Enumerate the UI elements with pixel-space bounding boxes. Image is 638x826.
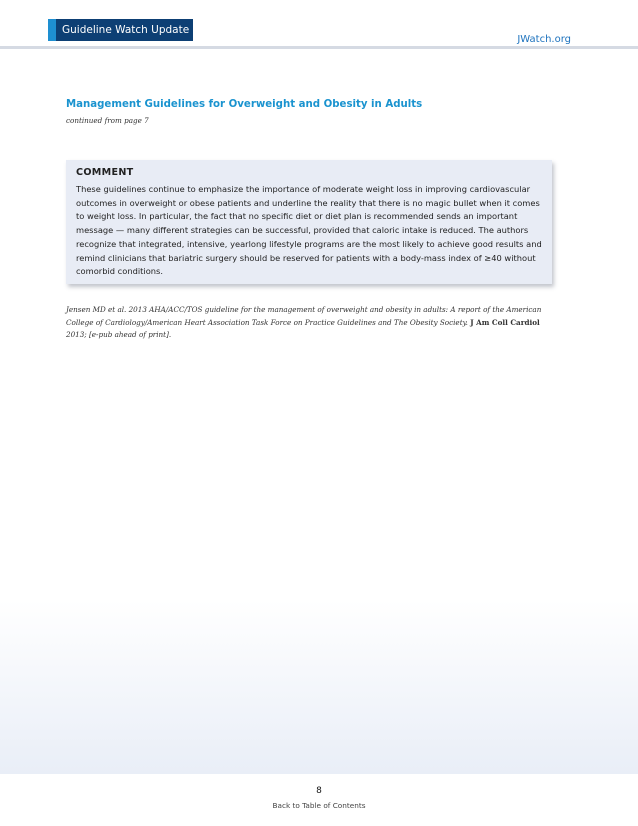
header-accent-bar: [48, 19, 56, 41]
header-divider: [0, 46, 638, 49]
site-link[interactable]: JWatch.org: [517, 34, 571, 45]
section-label: Guideline Watch Update: [62, 24, 190, 36]
page-number: 8: [316, 786, 322, 796]
citation-details: 2013; [e-pub ahead of print].: [66, 330, 172, 339]
citation-text: Jensen MD et al. 2013 AHA/ACC/TOS guideline for the management of overweight and obesity in adults: A report of the American College of Cardiology/American Heart Association Task Force on Practice Guidelines and The Obesity Society.: [66, 305, 542, 327]
page-background-gradient: [0, 600, 638, 774]
comment-body: These guidelines continue to emphasize the importance of moderate weight loss in improving cardiovascular outcomes in overweight or obese patients and underline the reality that there is no magic bullet when it comes to weight loss. In particular, the fact that no specific diet or diet plan is recommended sends an important message — many different strategies can be successful, provided that caloric intake is reduced. The authors recognize that integrated, intensive, yearlong lifestyle programs are the most likely to achieve good results and remind clinicians that bariatric surgery should be reserved for patients with a body-mass index of ≥40 without comorbid conditions.: [76, 184, 542, 277]
article-title: Management Guidelines for Overweight and Obesity in Adults: [66, 99, 423, 110]
comment-box: [66, 160, 552, 284]
comment-label: COMMENT: [76, 167, 134, 178]
section-header-tab: [48, 19, 193, 41]
continued-note: continued from page 7: [66, 116, 149, 125]
citation-journal: J Am Coll Cardiol: [470, 317, 540, 327]
back-to-toc-link[interactable]: Back to Table of Contents: [272, 801, 366, 810]
footer: [0, 774, 638, 826]
citation: [66, 304, 546, 342]
